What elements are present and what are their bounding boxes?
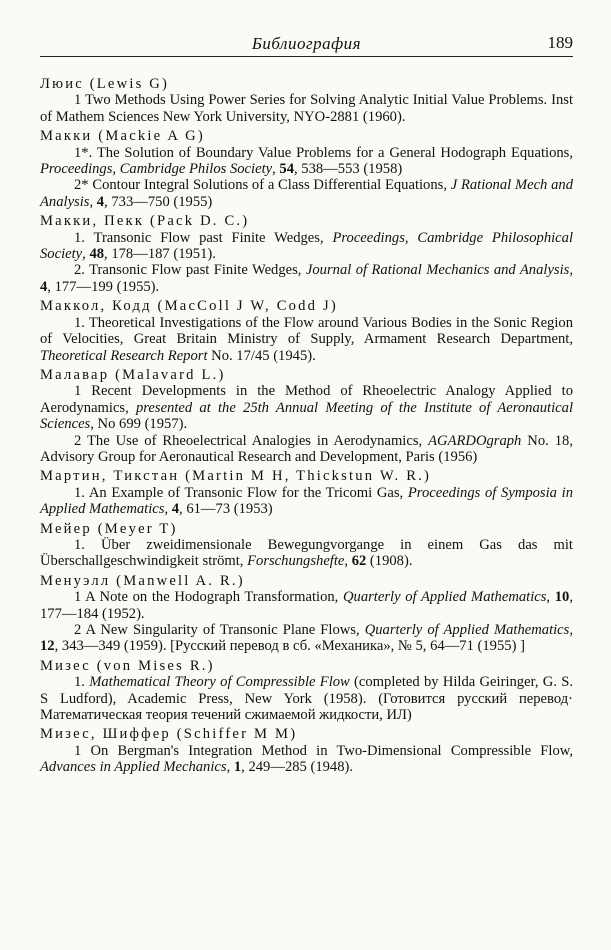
entry-author: Мизес, Шиффер (Schiffer M M) — [40, 726, 298, 743]
entry-author: Макки (Mackie A G) — [40, 128, 205, 145]
entry-reference — [40, 433, 573, 466]
ref-text: 2* Contour Integral Solutions of a Class Differential Equations, — [74, 177, 451, 194]
ref-text: 1*. The Solution of Boundary Value Problems for a General Hodograph Equations, — [74, 144, 573, 161]
bib-entry — [40, 213, 573, 295]
bib-entry — [40, 76, 573, 125]
section-title: Библиография — [251, 34, 362, 53]
bib-entry — [40, 726, 573, 775]
ref-title-italic: J Rational Mech and Analysis — [40, 177, 573, 210]
ref-text: 1. Über zweidimensionale Bewegungvorgange in einem Gas das mit Überschallgeschwindigkeit strömt, — [40, 536, 573, 570]
entry-reference — [40, 92, 573, 125]
entry-reference — [40, 537, 573, 570]
ref-title-italic: Mathematical Theory of Compressible Flow — [89, 674, 350, 691]
ref-text: 1. Transonic Flow past Finite Wedges, — [74, 229, 333, 246]
entry-author: Менуэлл (Manwell A. R.) — [40, 572, 245, 589]
bibliography-list — [40, 76, 573, 779]
ref-volume: 62 — [351, 553, 367, 570]
ref-text: , 178—187 (1951). — [104, 246, 216, 263]
ref-text: , 733—750 (1955) — [104, 193, 213, 210]
ref-text: , — [89, 193, 97, 210]
ref-title-italic: Advances in Applied Mechanics — [40, 759, 227, 776]
entry-author: Люис (Lewis G) — [40, 76, 170, 92]
entry-reference — [40, 230, 573, 263]
ref-text: 2. Transonic Flow past Finite Wedges, — [74, 262, 306, 279]
entry-author: Мейер (Meyer T) — [40, 520, 178, 537]
ref-volume: 4 — [96, 193, 105, 210]
entry-author: Мизес (von Mises R.) — [40, 657, 215, 674]
bib-entry — [40, 573, 573, 655]
ref-title-italic: Quarterly of Applied Mathematics — [343, 589, 547, 606]
ref-text: , No 699 (1957). — [90, 416, 188, 433]
bib-entry — [40, 658, 573, 724]
ref-text: 1. An Example of Transonic Flow for the Tricomi Gas, — [74, 484, 408, 501]
entry-reference — [40, 177, 573, 210]
ref-text: , — [82, 246, 90, 263]
entry-reference — [40, 622, 573, 655]
ref-text: 1 Recent Developments in the Method of Rheoelectric Analogy Applied to Aerodynamics, — [40, 383, 573, 416]
ref-title-italic: Proceedings, Cambridge Philosophical Society — [40, 229, 574, 263]
ref-text: 1. Theoretical Investigations of the Flow around Various Bodies in the Sonic Region of Velocities, Great Britain Ministry of Supply, Armament Research Department, — [40, 314, 573, 348]
bib-entry — [40, 468, 573, 517]
entry-reference — [40, 674, 573, 723]
ref-text: 1 A Note on the Hodograph Transformation, — [74, 589, 343, 606]
ref-title-italic: Proceedings of Symposia in Applied Mathematics — [40, 484, 573, 518]
ref-title-italic: Quarterly of Applied Mathematics — [364, 622, 570, 638]
entry-reference — [40, 485, 573, 518]
ref-text: (completed by Hilda Geiringer, G. S. S Ludford), Academic Press, New York (1958). (Готовится русский перевод· Математическая теория течений сжимаемой жидкости, ИЛ) — [40, 674, 573, 724]
entry-author: Маккол, Кодд (MacColl J W, Codd J) — [40, 298, 338, 315]
ref-title-italic: Forschungshefte — [247, 553, 345, 570]
ref-volume: 4 — [40, 278, 48, 295]
page-number: 189 — [547, 33, 573, 52]
entry-reference — [40, 315, 573, 364]
ref-text: (1908). — [366, 553, 413, 570]
ref-title-italic: Theoretical Research Report — [40, 347, 208, 364]
entry-reference — [40, 743, 573, 776]
ref-volume: 10 — [554, 589, 570, 606]
ref-text: , — [569, 622, 573, 638]
ref-text: , — [569, 262, 573, 279]
running-head — [40, 32, 573, 57]
ref-volume: 1 — [233, 759, 242, 776]
ref-volume: 12 — [40, 638, 55, 655]
ref-text: , 343—349 (1959). [Русский перевод в сб. «Механика», № 5, 64—71 (1955) ] — [54, 638, 525, 655]
entry-author: Малавар (Malavard L.) — [40, 366, 226, 383]
ref-text: , 538—553 (1958) — [294, 161, 403, 178]
ref-text: , 177—184 (1952). — [40, 589, 573, 622]
ref-title-italic: presented at the 25th Annual Meeting of the Institute of Aeronautical Sciences — [40, 399, 574, 433]
ref-title-italic: Proceedings, Cambridge Philos Society — [40, 161, 273, 178]
ref-text: 1 Two Methods Using Power Series for Solving Analytic Initial Value Problems. Inst of Mathem Sciences New York University, NYO-2881 (1960). — [40, 92, 573, 125]
ref-text: 2 The Use of Rheoelectrical Analogies in Aerodynamics, — [74, 432, 429, 449]
entry-reference — [40, 262, 573, 295]
ref-text: No. 17/45 (1945). — [207, 347, 316, 364]
ref-title-italic: Journal of Rational Mechanics and Analysis — [305, 262, 570, 279]
ref-text: 1 On Bergman's Integration Method in Two-Dimensional Compressible Flow, — [74, 742, 573, 759]
ref-text: , — [344, 553, 352, 570]
ref-volume: 54 — [279, 161, 294, 178]
bib-entry — [40, 367, 573, 465]
ref-text: , — [164, 501, 172, 518]
ref-text: , 177—199 (1955). — [47, 278, 160, 295]
ref-volume: 4 — [171, 501, 180, 518]
ref-text: , 61—73 (1953) — [179, 501, 273, 518]
ref-text: , — [272, 161, 280, 178]
bib-entry — [40, 521, 573, 570]
ref-volume: 48 — [89, 246, 105, 263]
ref-text: , — [226, 759, 234, 776]
ref-text: , 249—285 (1948). — [241, 759, 354, 776]
ref-title-italic: AGARDOgraph — [428, 432, 522, 449]
ref-text: 1. — [74, 674, 90, 691]
bib-entry — [40, 128, 573, 210]
entry-reference — [40, 589, 573, 622]
entry-author: Мартин, Тикстан (Martin M H, Thickstun W. R.) — [40, 468, 432, 485]
entry-author: Макки, Пекк (Pack D. C.) — [40, 213, 250, 230]
ref-text: No. 18, Advisory Group for Aeronautical Research and Development, Paris (1956) — [40, 432, 573, 465]
entry-reference — [40, 145, 573, 178]
ref-text: , — [546, 589, 555, 606]
entry-reference — [40, 383, 573, 432]
ref-text: 2 A New Singularity of Transonic Plane Flows, — [74, 622, 365, 638]
bib-entry — [40, 298, 573, 364]
